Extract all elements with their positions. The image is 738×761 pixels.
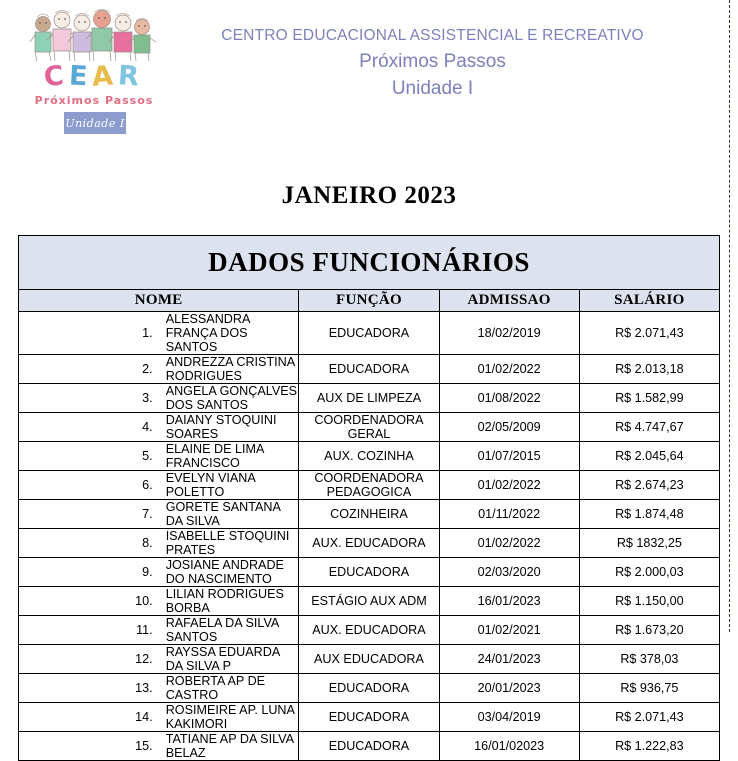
row-index: 1.: [19, 312, 159, 355]
employee-salary: R$ 2.013,18: [579, 355, 719, 384]
employee-role: EDUCADORA: [299, 355, 439, 384]
table-row[interactable]: [19, 413, 720, 442]
column-header-funcao: FUNÇÃO: [299, 290, 439, 312]
row-index: 2.: [19, 355, 159, 384]
employee-hire-date: 01/02/2022: [439, 471, 579, 500]
logo-letter-c: C: [42, 59, 71, 94]
employee-hire-date: 03/04/2019: [439, 703, 579, 732]
column-header-admissao: ADMISSAO: [439, 290, 579, 312]
logo-subtitle: Próximos Passos: [34, 94, 154, 107]
employee-name: ANDREZZA CRISTINA RODRIGUES: [159, 355, 299, 384]
employee-salary: R$ 1.582,99: [579, 384, 719, 413]
employee-role: AUX. EDUCADORA: [299, 529, 439, 558]
employee-name: ROSIMEIRE AP. LUNA KAKIMORI: [159, 703, 299, 732]
table-row[interactable]: [19, 674, 720, 703]
employee-hire-date: 01/07/2015: [439, 442, 579, 471]
institution-unit: Unidade I: [391, 78, 474, 99]
cear-logo: [26, 8, 162, 136]
row-index: 4.: [19, 413, 159, 442]
employee-hire-date: 20/01/2023: [439, 674, 579, 703]
table-row[interactable]: [19, 645, 720, 674]
employee-role: EDUCADORA: [299, 558, 439, 587]
employee-hire-date: 02/05/2009: [439, 413, 579, 442]
children-illustration: [30, 8, 158, 64]
institution-heading: [165, 26, 700, 102]
employee-name: ISABELLE STOQUINI PRATES: [159, 529, 299, 558]
row-index: 9.: [19, 558, 159, 587]
employee-role: COORDENADORA PEDAGOGICA: [299, 471, 439, 500]
table-banner-title: DADOS FUNCIONÁRIOS: [19, 236, 720, 290]
employee-name: JOSIANE ANDRADE DO NASCIMENTO: [159, 558, 299, 587]
employee-salary: R$ 2.045,64: [579, 442, 719, 471]
employee-hire-date: 02/03/2020: [439, 558, 579, 587]
table-body: [19, 312, 720, 761]
employee-name: ELAINE DE LIMA FRANCISCO: [159, 442, 299, 471]
column-header-nome: NOME: [19, 290, 299, 312]
employee-role: AUX. COZINHA: [299, 442, 439, 471]
employee-hire-date: 16/01/02023: [439, 732, 579, 761]
employee-salary: R$ 2.000,03: [579, 558, 719, 587]
table-row[interactable]: [19, 616, 720, 645]
employee-salary: R$ 4.747,67: [579, 413, 719, 442]
employee-role: AUX DE LIMPEZA: [299, 384, 439, 413]
column-header-salario: SALÁRIO: [579, 290, 719, 312]
employee-hire-date: 01/02/2022: [439, 355, 579, 384]
table-row[interactable]: [19, 500, 720, 529]
employee-hire-date: 18/02/2019: [439, 312, 579, 355]
employee-hire-date: 01/02/2021: [439, 616, 579, 645]
masthead: [0, 0, 729, 150]
row-index: 15.: [19, 732, 159, 761]
table-banner-row: [19, 236, 720, 290]
row-index: 13.: [19, 674, 159, 703]
row-index: 5.: [19, 442, 159, 471]
employee-hire-date: 24/01/2023: [439, 645, 579, 674]
table-row[interactable]: [19, 558, 720, 587]
employee-role: EDUCADORA: [299, 703, 439, 732]
institution-program: Próximos Passos: [359, 51, 506, 72]
employee-role: ESTÁGIO AUX ADM: [299, 587, 439, 616]
employee-name: ROBERTA AP DE CASTRO: [159, 674, 299, 703]
employee-hire-date: 01/02/2022: [439, 529, 579, 558]
employee-hire-date: 01/08/2022: [439, 384, 579, 413]
row-index: 6.: [19, 471, 159, 500]
page-break-guide: [729, 0, 730, 632]
logo-acronym: [26, 60, 162, 94]
month-title: JANEIRO 2023: [281, 182, 457, 209]
employee-role: AUX. EDUCADORA: [299, 616, 439, 645]
logo-letter-e: E: [68, 60, 94, 93]
row-index: 14.: [19, 703, 159, 732]
table-header-row: [19, 290, 720, 312]
table-row[interactable]: [19, 529, 720, 558]
employee-salary: R$ 1.673,20: [579, 616, 719, 645]
employee-salary: R$ 1.222,83: [579, 732, 719, 761]
employee-salary: R$ 1.150,00: [579, 587, 719, 616]
employee-role: EDUCADORA: [299, 312, 439, 355]
employee-name: LILIAN RODRIGUES BORBA: [159, 587, 299, 616]
table-row[interactable]: [19, 471, 720, 500]
logo-letter-r: R: [117, 60, 146, 93]
employee-salary: R$ 378,03: [579, 645, 719, 674]
employee-salary: R$ 1832,25: [579, 529, 719, 558]
employee-hire-date: 16/01/2023: [439, 587, 579, 616]
row-index: 8.: [19, 529, 159, 558]
employee-name: ANGELA GONÇALVES DOS SANTOS: [159, 384, 299, 413]
employee-role: EDUCADORA: [299, 732, 439, 761]
employee-name: RAYSSA EDUARDA DA SILVA P: [159, 645, 299, 674]
employee-role: AUX EDUCADORA: [299, 645, 439, 674]
logo-unit-badge-label: Unidade I: [65, 116, 125, 130]
employee-name: RAFAELA DA SILVA SANTOS: [159, 616, 299, 645]
table-row[interactable]: [19, 384, 720, 413]
employee-data-table: [18, 235, 720, 761]
institution-name: CENTRO EDUCACIONAL ASSISTENCIAL E RECREATIVO: [221, 27, 644, 44]
table-row[interactable]: [19, 355, 720, 384]
row-index: 7.: [19, 500, 159, 529]
employee-name: ALESSANDRA FRANÇA DOS SANTOS: [159, 312, 299, 355]
employee-salary: R$ 2.071,43: [579, 312, 719, 355]
row-index: 10.: [19, 587, 159, 616]
employee-salary: R$ 936,75: [579, 674, 719, 703]
employee-salary: R$ 1.874,48: [579, 500, 719, 529]
row-index: 12.: [19, 645, 159, 674]
table-row[interactable]: [19, 312, 720, 355]
employee-role: EDUCADORA: [299, 674, 439, 703]
logo-unit-badge: [64, 112, 126, 134]
employee-role: COZINHEIRA: [299, 500, 439, 529]
row-index: 11.: [19, 616, 159, 645]
table-row[interactable]: [19, 732, 720, 761]
employee-name: GORETE SANTANA DA SILVA: [159, 500, 299, 529]
employee-role: COORDENADORA GERAL: [299, 413, 439, 442]
table-row[interactable]: [19, 703, 720, 732]
employee-salary: R$ 2.674,23: [579, 471, 719, 500]
employee-hire-date: 01/11/2022: [439, 500, 579, 529]
employee-name: EVELYN VIANA POLETTO: [159, 471, 299, 500]
employee-name: DAIANY STOQUINI SOARES: [159, 413, 299, 442]
logo-letter-a: A: [91, 60, 120, 93]
row-index: 3.: [19, 384, 159, 413]
table-row[interactable]: [19, 587, 720, 616]
table-row[interactable]: [19, 442, 720, 471]
employee-name: TATIANE AP DA SILVA BELAZ: [159, 732, 299, 761]
employee-salary: R$ 2.071,43: [579, 703, 719, 732]
